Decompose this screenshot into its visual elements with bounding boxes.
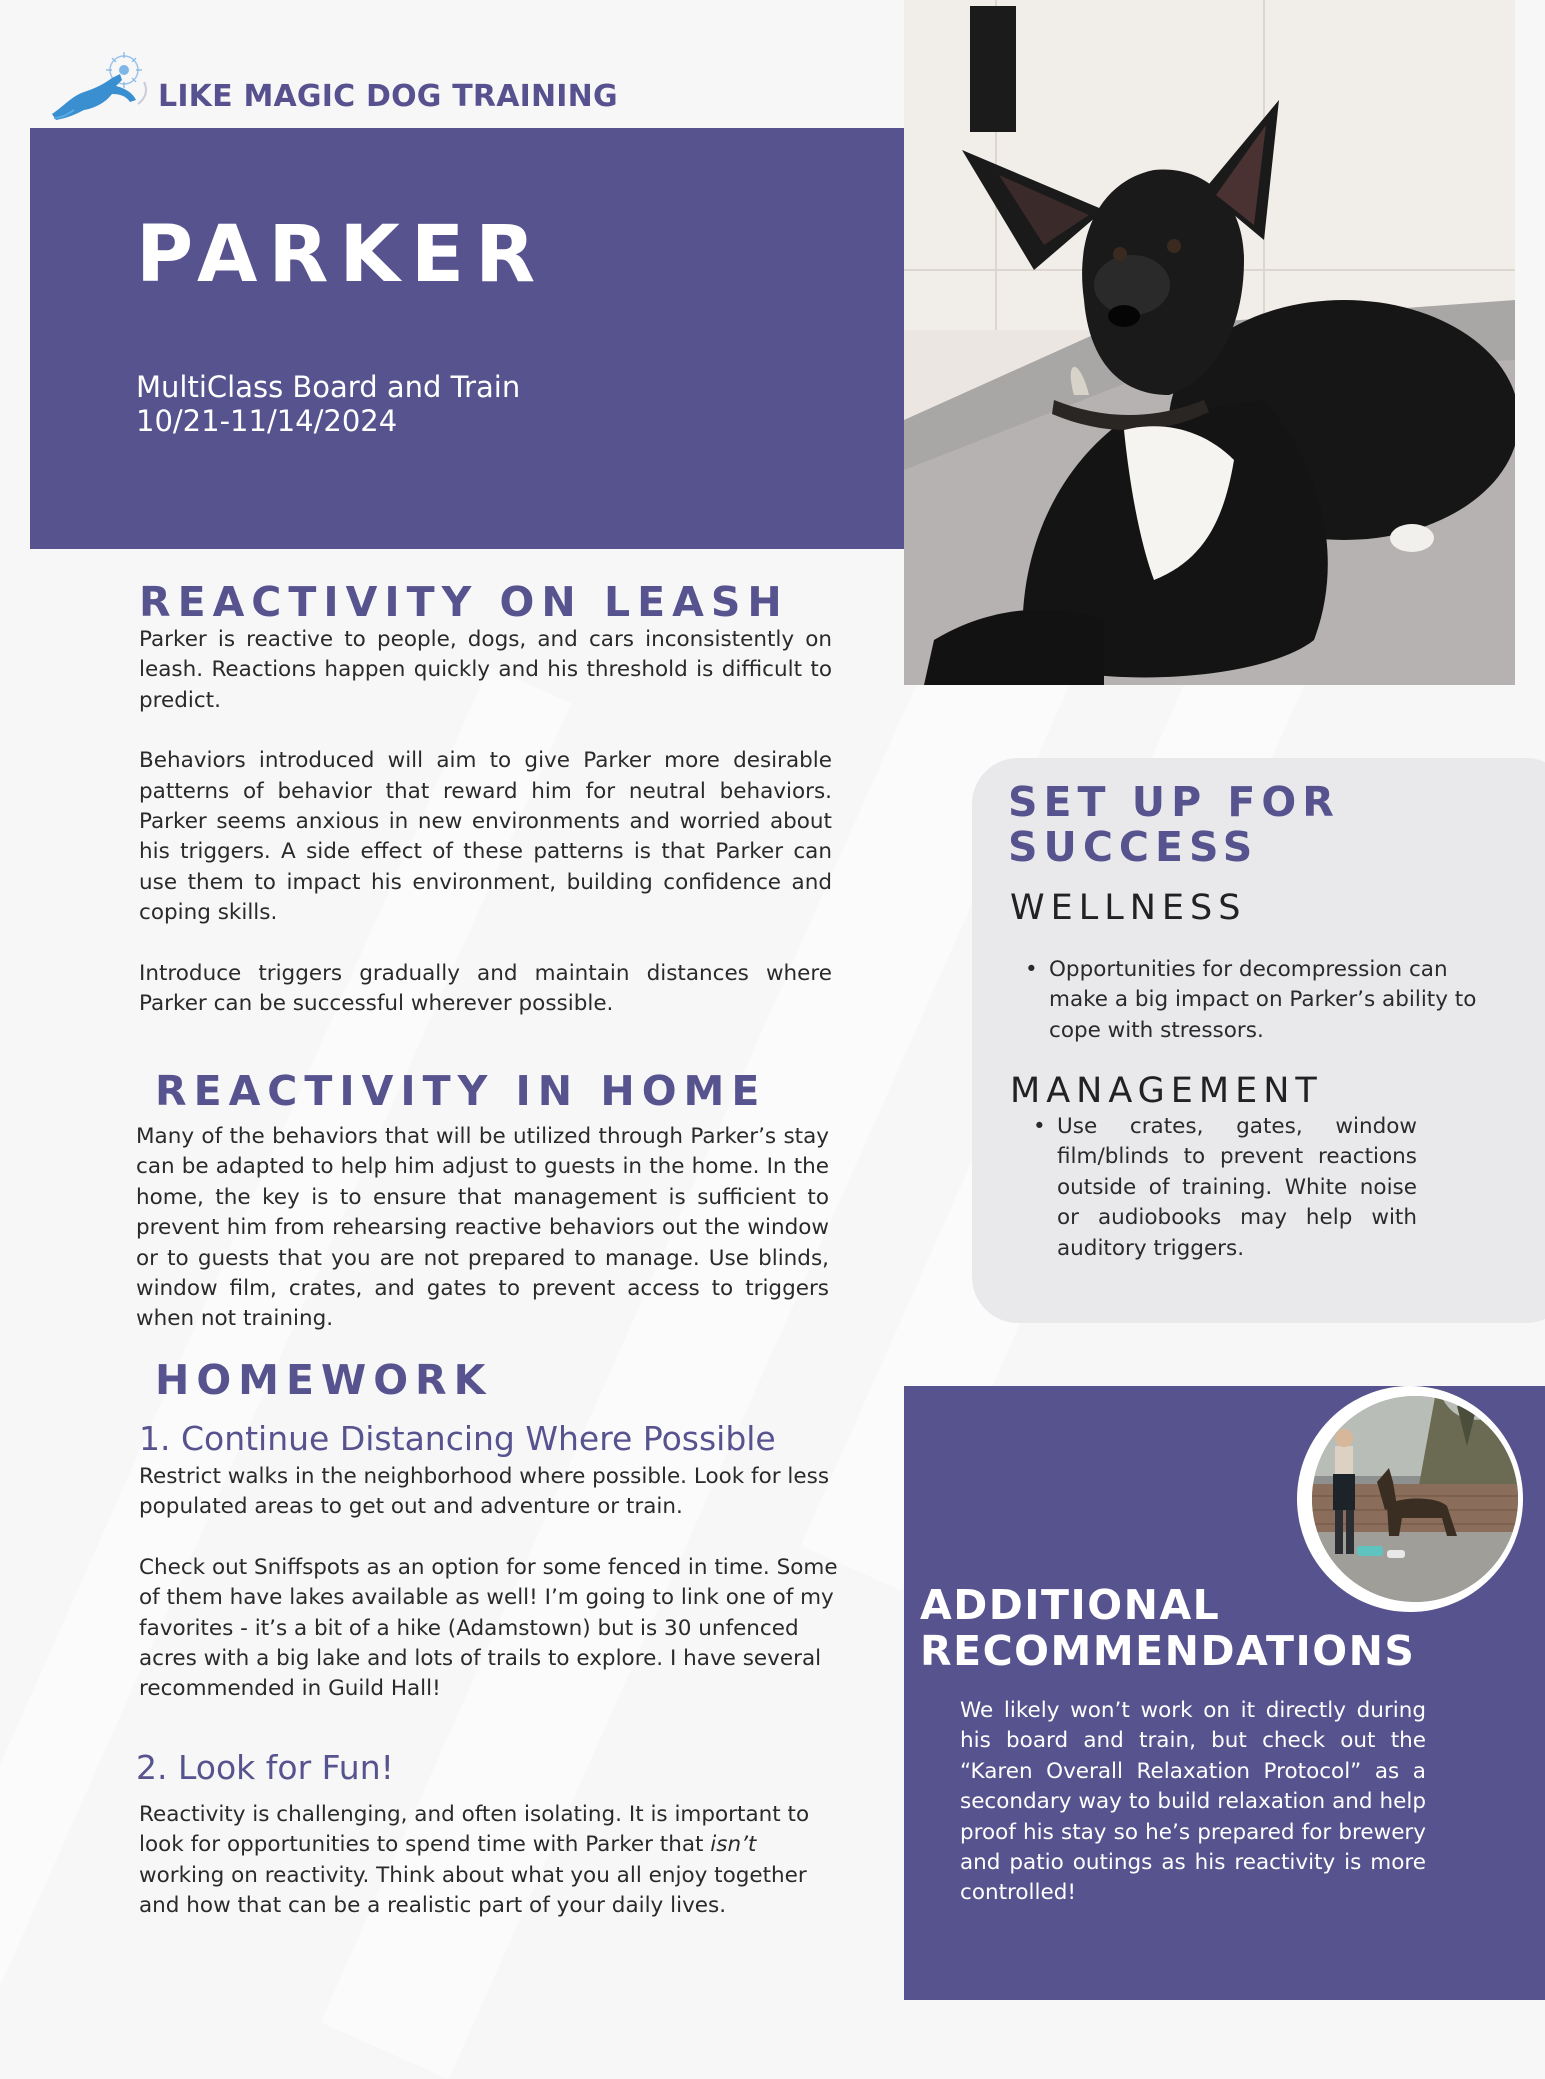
list-item: • Opportunities for decompression can make a big impact on Parker’s ability to cope with stressors. [1049, 955, 1479, 1046]
reactivity-leash-text [139, 625, 832, 1019]
section-heading-homework: HOMEWORK [155, 1356, 493, 1404]
dog-name-title: PARKER [136, 210, 547, 300]
dog-photo [904, 0, 1515, 685]
paragraph: Behaviors introduced will aim to give Parker more desirable patterns of behavior that reward him for neutral behaviors. Parker seems anxious in new environments and worried about his triggers. A side effect of these patterns is that Parker can use them to impact his environment, building confidence and coping skills. [139, 748, 832, 926]
homework-item-1-title: 1. Continue Distancing Where Possible [139, 1419, 776, 1458]
black-dog-lying-image [904, 0, 1515, 685]
emphasis: isn’t [710, 1832, 757, 1858]
section-heading-reactivity-leash: REACTIVITY ON LEASH [139, 578, 789, 626]
paragraph: Reactivity is challenging, and often isolating. It is important to look for opportunities to spend time with Parker that isn’t working on reactivity. Think about what you all enjoy together and how that can be a realistic part of your daily lives. [139, 1802, 810, 1919]
brand-name: LIKE MAGIC DOG TRAINING [158, 79, 618, 114]
brand-logo [46, 48, 618, 122]
recommendations-heading: ADDITIONAL RECOMMENDATIONS [920, 1581, 1416, 1675]
homework-item-1-text [139, 1462, 839, 1705]
program-name: MultiClass Board and Train [136, 370, 521, 404]
hero-banner [30, 128, 904, 549]
wellness-heading: WELLNESS [1010, 888, 1247, 928]
success-panel [972, 758, 1545, 1323]
program-dates: 10/21-11/14/2024 [136, 404, 398, 438]
list-item: • Use crates, gates, window film/blinds to prevent reactions outside of training. White noise or audiobooks may help with auditory triggers. [1057, 1112, 1417, 1264]
training-photo-circle [1297, 1386, 1523, 1612]
reactivity-home-text [136, 1122, 829, 1335]
paragraph: Many of the behaviors that will be utilized through Parker’s stay can be adapted to help him adjust to guests in the home. In the home, the key is to ensure that management is sufficient to prevent him from rehearsing reactive behaviors out the window or to guests that you are not prepared to manage. Use blinds, window film, crates, and gates to prevent access to triggers when not training. [136, 1124, 829, 1332]
section-heading-reactivity-home: REACTIVITY IN HOME [155, 1067, 767, 1115]
paragraph: Check out Sniffspots as an option for some fenced in time. Some of them have lakes available as well! I’m going to link one of my favorites - it’s a bit of a hike (Adamstown) but is 30 unfenced acres with a big lake and lots of trails to explore. I have several recommended in Guild Hall! [139, 1554, 838, 1702]
paragraph: Restrict walks in the neighborhood where possible. Look for less populated areas to get out and adventure or train. [139, 1464, 830, 1520]
success-heading: SET UP FOR SUCCESS [1008, 778, 1340, 871]
recommendations-text: We likely won’t work on it directly during his board and train, but check out the “Karen Overall Relaxation Protocol” as a secondary way to build relaxation and help proof his stay so he’s prepared for brewery and patio outings as his reactivity is more controlled! [960, 1698, 1426, 1906]
recommendations-panel [904, 1386, 1545, 2000]
paragraph: Parker is reactive to people, dogs, and cars inconsistently on leash. Reactions happen quickly and his threshold is difficult to predict. [139, 627, 832, 713]
paragraph: Introduce triggers gradually and maintain distances where Parker can be successful wherever possible. [139, 960, 832, 1017]
leaping-dog-logo-icon [46, 48, 150, 122]
management-heading: MANAGEMENT [1010, 1071, 1323, 1111]
homework-item-2-title: 2. Look for Fun! [136, 1748, 394, 1787]
management-list [1057, 1112, 1417, 1264]
wellness-list [1049, 955, 1479, 1046]
homework-item-2-text [139, 1800, 839, 1922]
program-info [136, 370, 520, 438]
